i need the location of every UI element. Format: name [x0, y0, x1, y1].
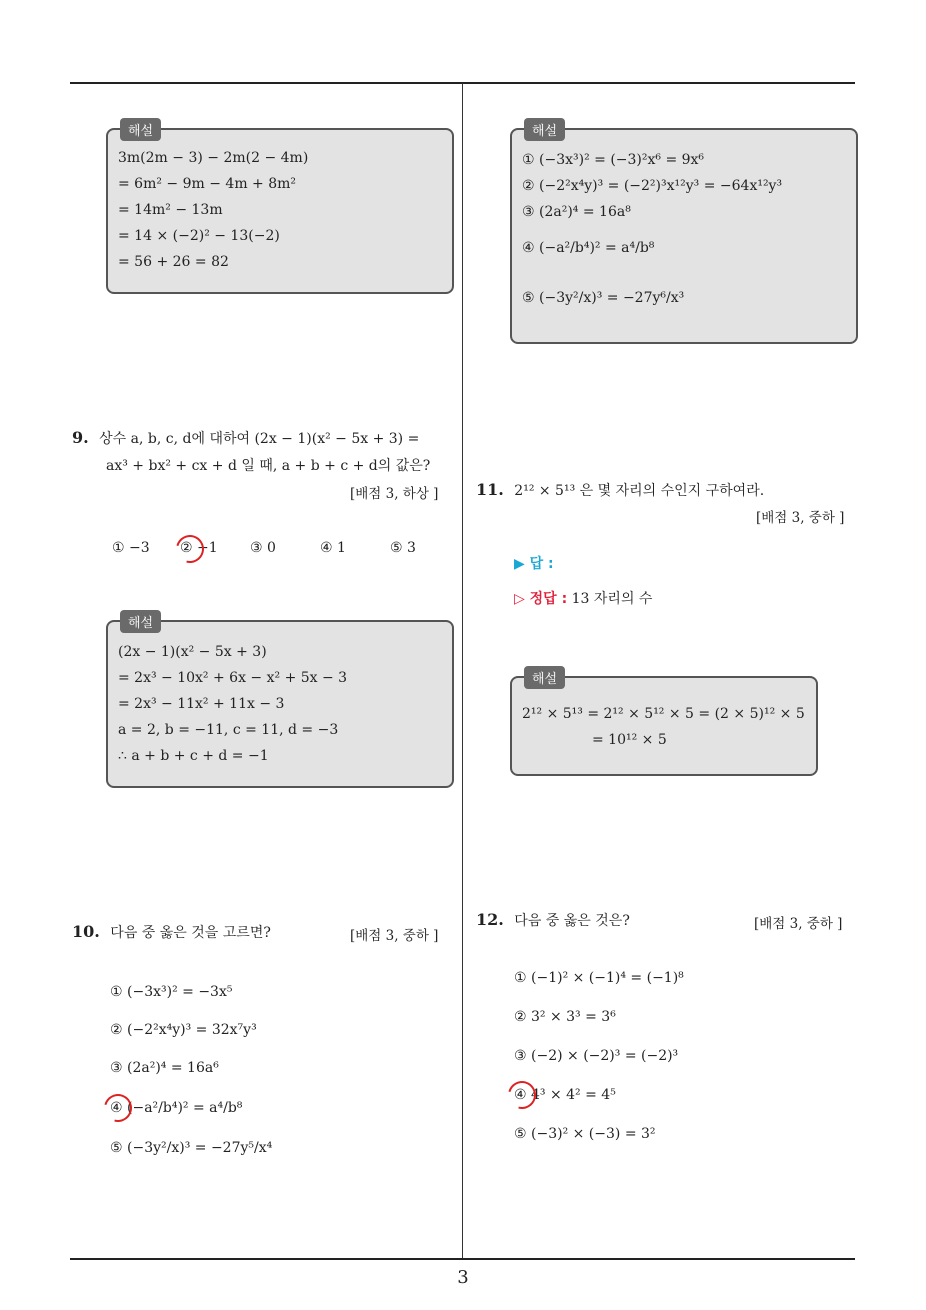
sol8-line: = 6m² − 9m − 4m + 8m² — [118, 176, 297, 192]
correct-label: ▷ 정답 : — [514, 591, 568, 607]
sol10-line: ① (−3x³)² = (−3)²x⁶ = 9x⁶ — [522, 152, 705, 168]
sol9-line: a = 2, b = −11, c = 11, d = −3 — [118, 722, 339, 738]
sol9-line: = 2x³ − 11x² + 11x − 3 — [118, 696, 285, 712]
question-10-meta: [배점 3, 중하 ] — [350, 928, 439, 944]
answer-mark — [99, 1089, 137, 1127]
option-3[interactable]: ③ (−2) × (−2)³ = (−2)³ — [514, 1048, 679, 1064]
option-5[interactable]: ⑤ (−3y²/x)³ = −27y⁵/x⁴ — [110, 1140, 273, 1156]
bottom-rule — [70, 1258, 855, 1260]
solution-tag: 해설 — [524, 118, 565, 141]
sol10-line: ④ (−a²/b⁴)² = a⁴/b⁸ — [522, 240, 655, 256]
option-2[interactable]: ② (−2²x⁴y)³ = 32x⁷y³ — [110, 1022, 257, 1038]
question-10 — [72, 922, 271, 942]
sol8-line: = 14 × (−2)² − 13(−2) — [118, 228, 280, 244]
question-number: 12. — [476, 910, 504, 929]
option-3[interactable]: ③ (2a²)⁴ = 16a⁶ — [110, 1060, 219, 1076]
solution-tag: 해설 — [120, 610, 161, 633]
question-number: 11. — [476, 480, 504, 499]
question-text: 상수 a, b, c, d에 대하여 (2x − 1)(x² − 5x + 3) = — [99, 431, 420, 447]
question-text: 2¹² × 5¹³ 은 몇 자리의 수인지 구하여라. — [514, 483, 765, 499]
sol11-line: = 10¹² × 5 — [592, 732, 667, 748]
sol10-line: ② (−2²x⁴y)³ = (−2²)³x¹²y³ = −64x¹²y³ — [522, 178, 783, 194]
sol9-line: (2x − 1)(x² − 5x + 3) — [118, 644, 267, 660]
correct-value: 13 자리의 수 — [571, 591, 653, 607]
sol10-line: ③ (2a²)⁴ = 16a⁸ — [522, 204, 631, 220]
correct-answer-row — [514, 588, 652, 608]
option-1[interactable]: ① −3 — [112, 540, 150, 556]
sol10-line: ⑤ (−3y²/x)³ = −27y⁶/x³ — [522, 290, 685, 306]
column-divider — [462, 83, 463, 1258]
solution-box-9 — [106, 616, 454, 788]
option-1[interactable]: ① (−1)² × (−1)⁴ = (−1)⁸ — [514, 970, 684, 986]
sol9-line: ∴ a + b + c + d = −1 — [118, 748, 269, 764]
sol8-line: = 56 + 26 = 82 — [118, 254, 229, 270]
option-4[interactable]: ④ 4³ × 4² = 4⁵ — [514, 1087, 616, 1103]
answer-mark — [171, 530, 209, 568]
question-11 — [476, 480, 764, 500]
solution-tag: 해설 — [524, 666, 565, 689]
sol11-line: 2¹² × 5¹³ = 2¹² × 5¹² × 5 = (2 × 5)¹² × 5 — [522, 706, 805, 722]
option-5[interactable]: ⑤ 3 — [390, 540, 416, 556]
answer-mark — [503, 1076, 541, 1114]
question-text: 다음 중 옳은 것은? — [514, 913, 630, 929]
answer-label: ▶ 답 : — [514, 556, 554, 572]
question-text: 다음 중 옳은 것을 고르면? — [110, 925, 271, 941]
solution-box-10 — [510, 124, 858, 344]
sol9-line: = 2x³ − 10x² + 6x − x² + 5x − 3 — [118, 670, 348, 686]
question-number: 9. — [72, 428, 89, 447]
option-3[interactable]: ③ 0 — [250, 540, 276, 556]
solution-box-11 — [510, 672, 818, 776]
question-12 — [476, 910, 630, 930]
question-9-line2: ax³ + bx² + cx + d 일 때, a + b + c + d의 값은? — [106, 458, 431, 474]
option-5[interactable]: ⑤ (−3)² × (−3) = 3² — [514, 1126, 656, 1142]
question-9-meta: [배점 3, 하상 ] — [350, 486, 439, 502]
sol8-line: 3m(2m − 3) − 2m(2 − 4m) — [118, 150, 309, 166]
option-4[interactable]: ④ 1 — [320, 540, 346, 556]
option-2[interactable]: ② −1 — [180, 540, 218, 556]
option-4[interactable]: ④ (−a²/b⁴)² = a⁴/b⁸ — [110, 1100, 243, 1116]
question-12-meta: [배점 3, 중하 ] — [754, 916, 843, 932]
page-number: 3 — [457, 1267, 469, 1288]
option-2[interactable]: ② 3² × 3³ = 3⁶ — [514, 1009, 616, 1025]
question-9 — [72, 428, 452, 448]
question-11-meta: [배점 3, 중하 ] — [756, 510, 845, 526]
question-number: 10. — [72, 922, 100, 941]
sol8-line: = 14m² − 13m — [118, 202, 223, 218]
solution-box-8 — [106, 124, 454, 294]
solution-tag: 해설 — [120, 118, 161, 141]
option-1[interactable]: ① (−3x³)² = −3x⁵ — [110, 984, 233, 1000]
